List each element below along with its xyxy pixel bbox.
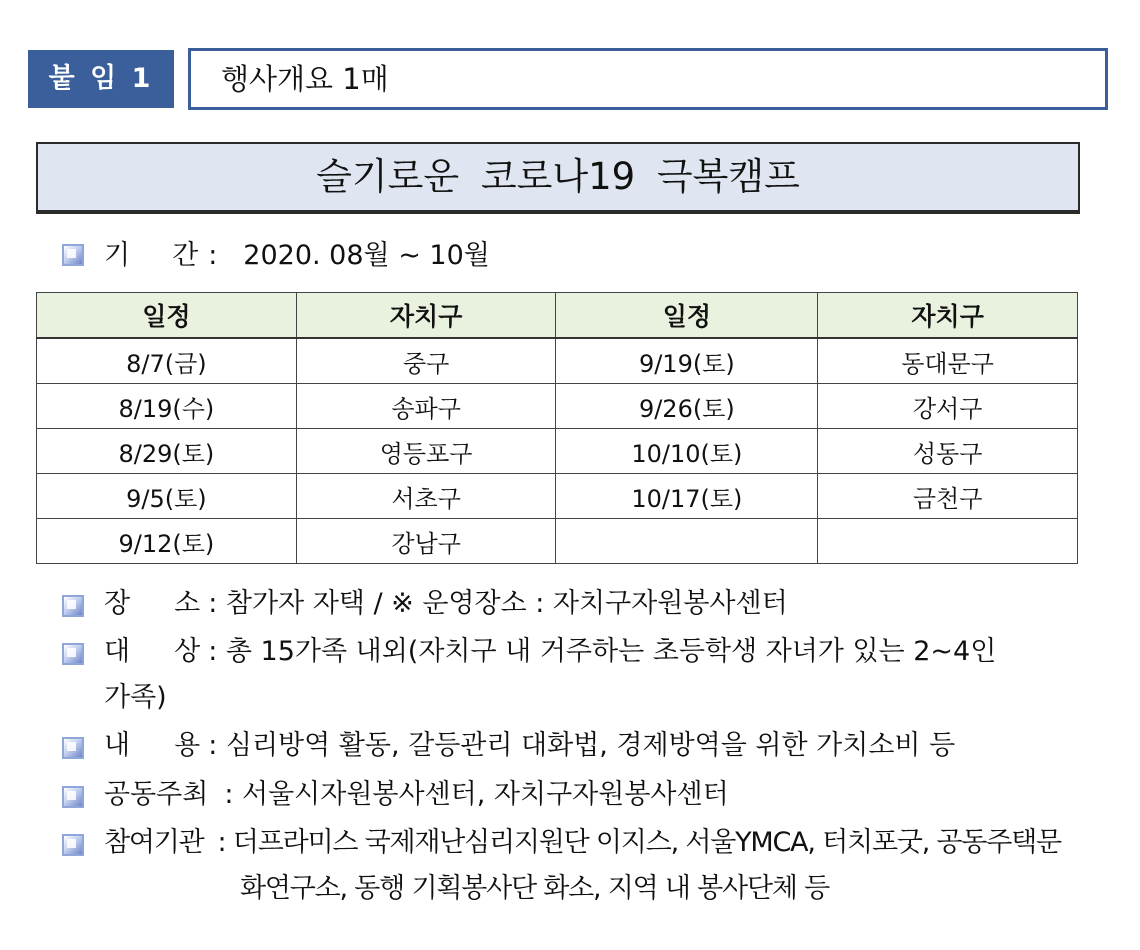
table-cell-district: 중구 xyxy=(296,338,556,384)
participants-line xyxy=(104,825,1061,861)
column-header-date: 일정 xyxy=(556,293,818,339)
table-cell-date: 9/19(토) xyxy=(556,338,818,384)
table-cell-district: 서초구 xyxy=(296,474,556,519)
place-label-a: 장 xyxy=(104,588,131,619)
place-label-b: 소 xyxy=(174,588,201,619)
attachment-badge: 붙 임 1 xyxy=(28,50,174,108)
square-bullet-icon xyxy=(62,786,84,808)
participants-label: 참여기관 xyxy=(104,827,204,858)
target-value: : 총 15가족 내외(자치구 내 거주하는 초등학생 자녀가 있는 2~4인 xyxy=(208,636,997,667)
content-line xyxy=(104,728,955,764)
participants-value: : 더프라미스 국제재난심리지원단 이지스, 서울YMCA, 터치포굿, 공동주택문 xyxy=(217,827,1061,858)
table-cell-date: 8/7(금) xyxy=(37,338,297,384)
participants-line-continued: 화연구소, 동행 기획봉사단 화소, 지역 내 봉사단체 등 xyxy=(240,873,829,904)
cohost-value: : 서울시자원봉사센터, 자치구자원봉사센터 xyxy=(224,779,729,810)
table-cell-district: 동대문구 xyxy=(818,338,1078,384)
period-colon: : xyxy=(208,240,218,271)
table-header-row xyxy=(37,293,1078,339)
table-cell-date: 8/19(수) xyxy=(37,384,297,429)
column-header-date: 일정 xyxy=(37,293,297,339)
table-row xyxy=(37,384,1078,429)
square-bullet-icon xyxy=(62,737,84,759)
target-line-continued: 가족) xyxy=(104,682,167,713)
target-label-a: 대 xyxy=(104,636,131,667)
content-label-a: 내 xyxy=(104,730,131,761)
square-bullet-icon xyxy=(62,643,84,665)
square-bullet-icon xyxy=(62,595,84,617)
column-header-district: 자치구 xyxy=(296,293,556,339)
table-cell-date: 10/10(토) xyxy=(556,429,818,474)
place-line xyxy=(104,586,788,622)
column-header-district: 자치구 xyxy=(818,293,1078,339)
table-cell-date xyxy=(556,519,818,564)
content-label-b: 용 xyxy=(174,730,201,761)
schedule-table xyxy=(36,292,1078,564)
table-cell-district: 성동구 xyxy=(818,429,1078,474)
period-value: 2020. 08월 ~ 10월 xyxy=(243,240,490,271)
document-title: 슬기로운 코로나19 극복캠프 xyxy=(36,142,1080,214)
target-label-b: 상 xyxy=(174,636,201,667)
place-value: : 참가자 자택 / ※ 운영장소 : 자치구자원봉사센터 xyxy=(208,588,788,619)
period-label-a: 기 xyxy=(104,240,131,271)
table-cell-date: 9/26(토) xyxy=(556,384,818,429)
table-row xyxy=(37,338,1078,384)
attachment-subtitle: 행사개요 1매 xyxy=(188,48,1108,110)
content-value: : 심리방역 활동, 갈등관리 대화법, 경제방역을 위한 가치소비 등 xyxy=(208,730,956,761)
period-line xyxy=(104,238,490,274)
target-line xyxy=(104,634,996,670)
table-cell-date: 8/29(토) xyxy=(37,429,297,474)
table-cell-date: 10/17(토) xyxy=(556,474,818,519)
table-cell-district: 영등포구 xyxy=(296,429,556,474)
table-row xyxy=(37,429,1078,474)
table-cell-district: 강서구 xyxy=(818,384,1078,429)
table-cell-district: 강남구 xyxy=(296,519,556,564)
attachment-header xyxy=(28,48,1078,110)
cohost-label: 공동주최 xyxy=(104,779,209,810)
period-label-b: 간 xyxy=(172,240,199,271)
square-bullet-icon xyxy=(62,244,84,266)
table-row xyxy=(37,474,1078,519)
table-cell-date: 9/5(토) xyxy=(37,474,297,519)
square-bullet-icon xyxy=(62,834,84,856)
table-row xyxy=(37,519,1078,564)
table-cell-date: 9/12(토) xyxy=(37,519,297,564)
cohost-line xyxy=(104,777,729,813)
table-cell-district: 송파구 xyxy=(296,384,556,429)
table-cell-district: 금천구 xyxy=(818,474,1078,519)
table-cell-district xyxy=(818,519,1078,564)
